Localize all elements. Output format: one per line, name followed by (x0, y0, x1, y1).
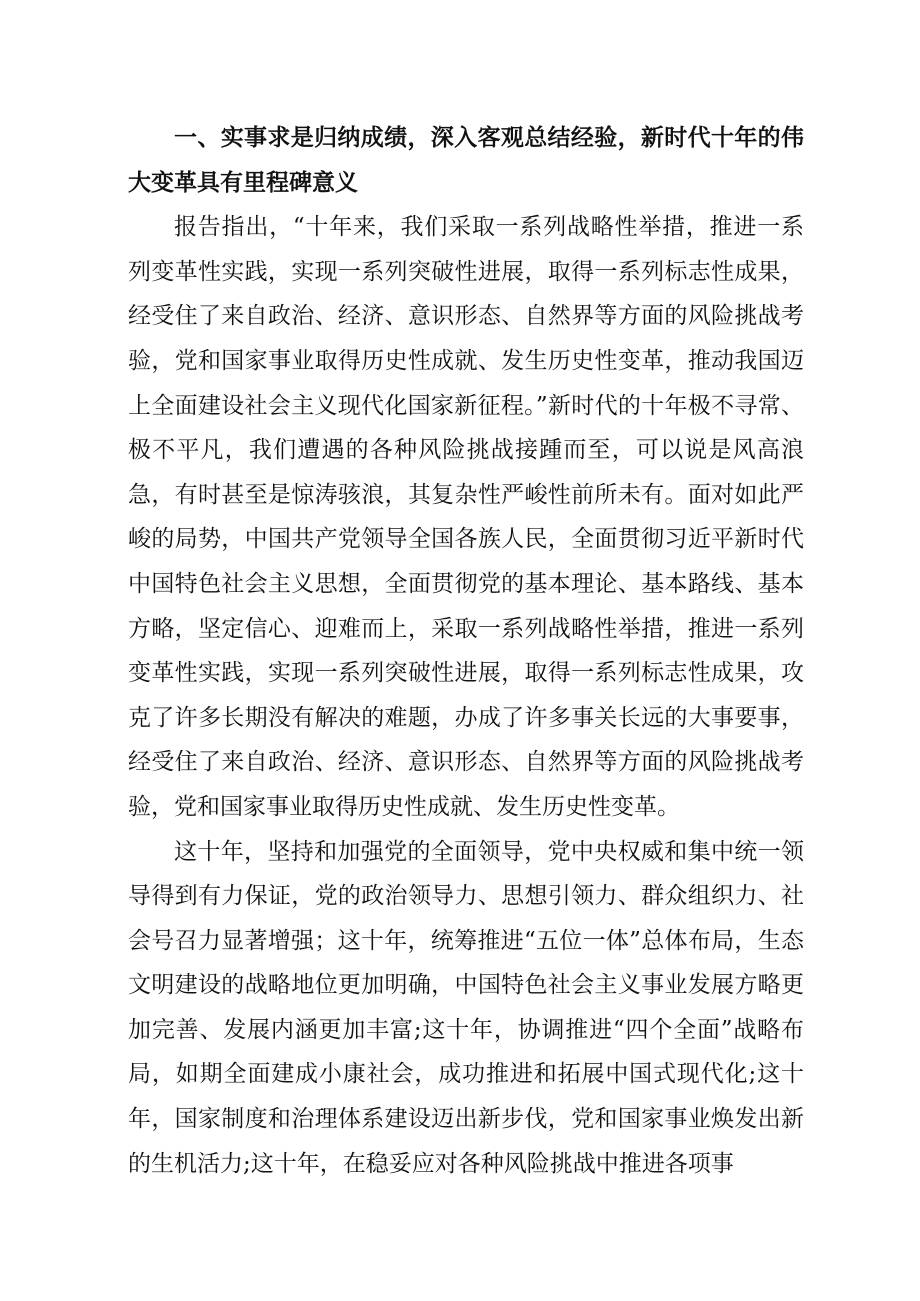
document-body (128, 116, 804, 1186)
paragraph-2: 这十年，坚持和加强党的全面领导，党中央权威和集中统一领导得到有力保证，党的政治领导力、思想引领力、群众组织力、社会号召力显著增强；这十年，统筹推进“五位一体”总体布局，生态文明建设的战略地位更加明确，中国特色社会主义事业发展方略更加完善、发展内涵更加丰富;这十年，协调推进“四个全面”战略布局，如期全面建成小康社会，成功推进和拓展中国式现代化;这十年，国家制度和治理体系建设迈出新步伐，党和国家事业焕发出新的生机活力;这十年，在稳妥应对各种风险挑战中推进各项事 (128, 838, 804, 1177)
section-heading: 一、实事求是归纳成绩，深入客观总结经验，新时代十年的伟大变革具有里程碑意义 (128, 124, 804, 196)
paragraph-1: 报告指出，“十年来，我们采取一系列战略性举措，推进一系列变革性实践，实现一系列突破性进展，取得一系列标志性成果，经受住了来自政治、经济、意识形态、自然界等方面的风险挑战考验，党和国家事业取得历史性成就、发生历史性变革，推动我国迈上全面建设社会主义现代化国家新征程。”新时代的十年极不寻常、极不平凡，我们遭遇的各种风险挑战接踵而至，可以说是风高浪急，有时甚至是惊涛骇浪，其复杂性严峻性前所未有。面对如此严峻的局势，中国共产党领导全国各族人民，全面贯彻习近平新时代中国特色社会主义思想，全面贯彻党的基本理论、基本路线、基本方略，坚定信心、迎难而上，采取一系列战略性举措，推进一系列变革性实践，实现一系列突破性进展，取得一系列标志性成果，攻克了许多长期没有解决的难题，办成了许多事关长远的大事要事，经受住了来自政治、经济、意识形态、自然界等方面的风险挑战考验，党和国家事业取得历史性成就、发生历史性变革。 (128, 214, 804, 820)
